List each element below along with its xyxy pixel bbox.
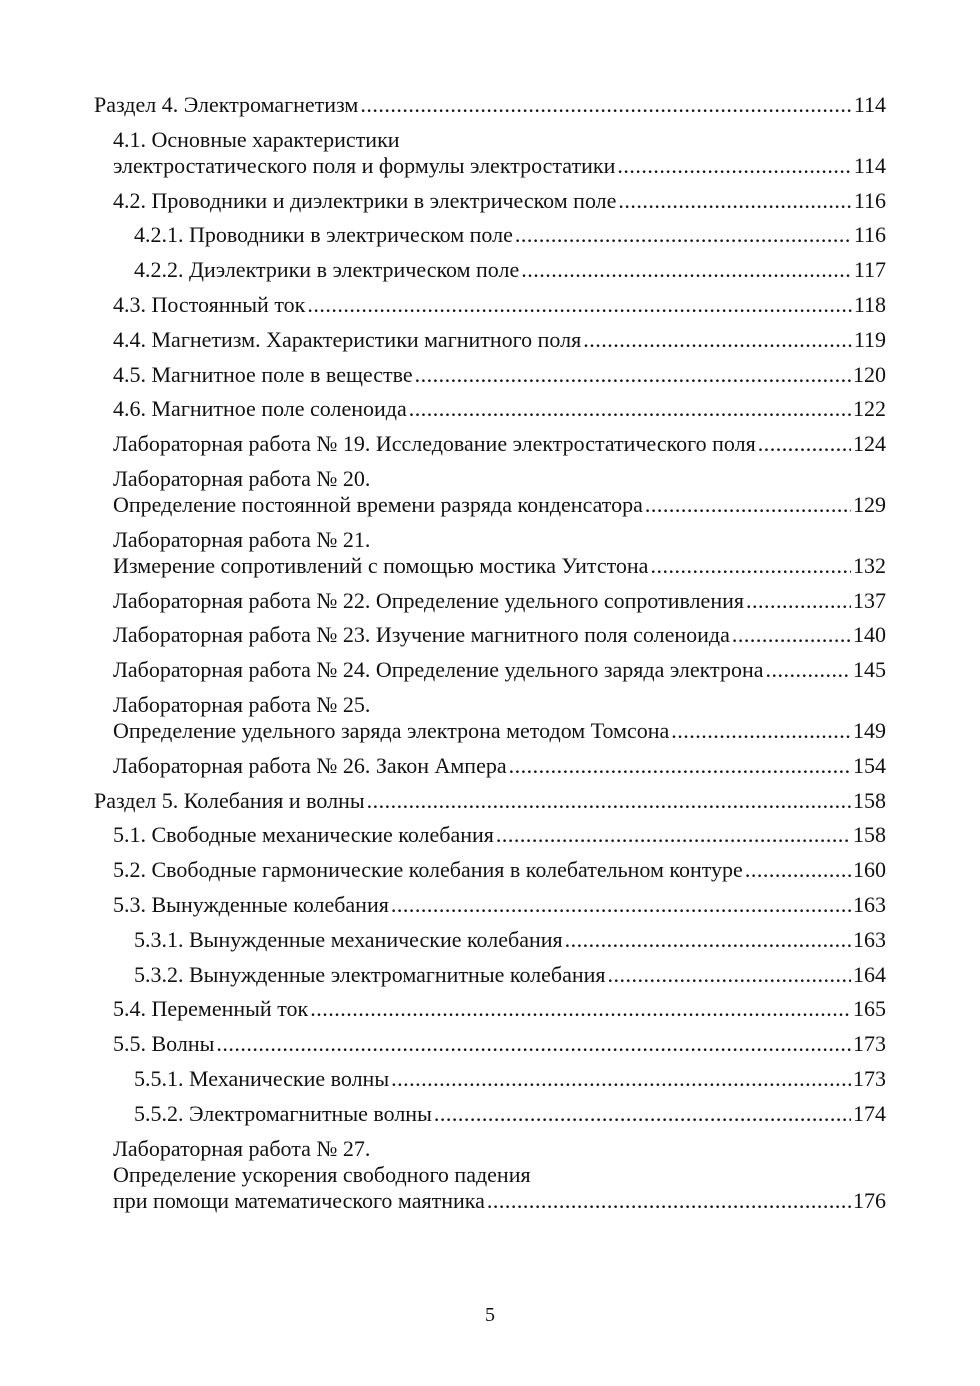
- toc-entry-line: [113, 892, 886, 918]
- toc-entry[interactable]: [94, 857, 886, 883]
- dot-leader: [618, 188, 851, 214]
- toc-entry[interactable]: [94, 188, 886, 214]
- toc-entry[interactable]: [94, 657, 886, 683]
- toc-entry-page: 145: [853, 657, 886, 683]
- toc-entry-line: [113, 292, 886, 318]
- toc-entry-line: [113, 588, 886, 614]
- toc-entry-page: 114: [853, 152, 886, 178]
- toc-entry[interactable]: [94, 1031, 886, 1057]
- toc-entry-page: 132: [853, 552, 886, 578]
- toc-entry[interactable]: [94, 292, 886, 318]
- dot-leader: [409, 396, 851, 422]
- dot-leader: [565, 927, 851, 953]
- dot-leader: [367, 788, 851, 814]
- toc-entry-title: Лабораторная работа № 24. Определение удельного заряда электрона: [113, 657, 764, 683]
- toc-entry[interactable]: [94, 1101, 886, 1127]
- toc-entry-line: [113, 718, 886, 744]
- dot-leader: [515, 222, 852, 248]
- dot-leader: [509, 753, 851, 779]
- toc-entry-title: 4.2.2. Диэлектрики в электрическом поле: [134, 257, 520, 283]
- toc-entry-title: 4.2. Проводники и диэлектрики в электрическом поле: [113, 187, 617, 213]
- toc-entry-title: при помощи математического маятника: [113, 1187, 485, 1213]
- toc-entry-title-line: Лабораторная работа № 25.: [113, 691, 371, 717]
- toc-entry-line: [113, 753, 886, 779]
- toc-entry-title: 5.5.1. Механические волны: [134, 1065, 390, 1091]
- toc-entry-page: 124: [853, 431, 886, 457]
- toc-entry-page: 165: [853, 996, 886, 1022]
- toc-entry-line: [113, 996, 886, 1022]
- dot-leader: [765, 657, 851, 683]
- toc-entry-line: [113, 622, 886, 648]
- toc-entry-title: 5.2. Свободные гармонические колебания в колебательном контуре: [113, 857, 743, 883]
- toc-entry-line: [113, 822, 886, 848]
- toc-entry-page: 149: [853, 717, 886, 743]
- toc-entry-page: 173: [853, 1031, 886, 1057]
- toc-entry-title: 4.5. Магнитное поле в веществе: [113, 361, 413, 387]
- dot-leader: [310, 996, 851, 1022]
- toc-entry-title: Лабораторная работа № 19. Исследование электростатического поля: [113, 431, 756, 457]
- dot-leader: [307, 292, 851, 318]
- toc-entry-page: 114: [853, 92, 886, 117]
- toc-entry-page: 118: [853, 291, 886, 317]
- toc-entry-line: [113, 431, 886, 457]
- toc-entry[interactable]: [94, 927, 886, 953]
- toc-entry-page: 120: [853, 361, 886, 387]
- toc-entry-title: 5.5. Волны: [113, 1031, 215, 1057]
- dot-leader: [487, 1188, 851, 1214]
- toc-entry-title: Определение удельного заряда электрона методом Томсона: [113, 717, 670, 743]
- dot-leader: [216, 1031, 851, 1057]
- toc-entry-title: 5.3. Вынужденные колебания: [113, 891, 389, 917]
- toc-entry-line: [113, 327, 886, 353]
- toc-entry-title: 5.1. Свободные механические колебания: [113, 822, 494, 848]
- toc-entry[interactable]: [94, 1066, 886, 1092]
- toc-entry-title: 4.4. Магнетизм. Характеристики магнитного поля: [113, 326, 582, 352]
- toc-entry-line: [113, 857, 886, 883]
- toc-entry-title: 4.3. Постоянный ток: [113, 291, 306, 317]
- toc-entry-page: 160: [853, 857, 886, 883]
- toc-entry-line: [94, 92, 886, 118]
- toc-entry-title-line: Лабораторная работа № 20.: [113, 465, 371, 491]
- toc-entry[interactable]: [94, 892, 886, 918]
- dot-leader: [391, 892, 851, 918]
- toc-entry-line: [113, 1031, 886, 1057]
- toc-entry-title-line: Лабораторная работа № 27.: [113, 1135, 371, 1161]
- toc-entry-page: 116: [853, 187, 886, 213]
- dot-leader: [617, 153, 851, 179]
- toc-entry[interactable]: [94, 127, 886, 179]
- toc-entry-page: 137: [853, 587, 886, 613]
- toc-entry[interactable]: [94, 788, 886, 814]
- toc-entry-title: Лабораторная работа № 26. Закон Ампера: [113, 752, 507, 778]
- toc-entry-line: [113, 657, 886, 683]
- toc-entry-line: [113, 492, 886, 518]
- toc-entry-line: [113, 362, 886, 388]
- toc-entry-line: [134, 1101, 886, 1127]
- toc-entry-line: [134, 257, 886, 283]
- toc-entry[interactable]: [94, 822, 886, 848]
- toc-entry[interactable]: [94, 396, 886, 422]
- toc-entry-title: электростатического поля и формулы электростатики: [113, 152, 616, 178]
- toc-entry-line: [113, 188, 886, 214]
- toc-entry-line: [134, 962, 886, 988]
- dot-leader: [583, 327, 852, 353]
- dot-leader: [671, 718, 851, 744]
- toc-entry-title-line: Определение ускорения свободного падения: [113, 1161, 531, 1187]
- toc-entry-title: Лабораторная работа № 23. Изучение магнитного поля соленоида: [113, 622, 730, 648]
- toc-entry-page: 158: [853, 787, 886, 813]
- toc-entry-page: 119: [853, 326, 886, 352]
- toc-entry-line: [113, 1188, 886, 1214]
- toc-entry-line: [134, 222, 886, 248]
- toc-entry-title: Лабораторная работа № 22. Определение удельного сопротивления: [113, 587, 744, 613]
- page-number: 5: [485, 1304, 495, 1326]
- toc-entry[interactable]: [94, 753, 886, 779]
- toc-entry-page: 154: [853, 752, 886, 778]
- dot-leader: [496, 822, 851, 848]
- dot-leader: [650, 553, 851, 579]
- dot-leader: [645, 492, 851, 518]
- toc-entry-page: 140: [853, 622, 886, 648]
- toc-entry-title-line: 4.1. Основные характеристики: [113, 126, 400, 152]
- toc-entry-title: 4.6. Магнитное поле соленоида: [113, 396, 407, 422]
- toc-entry-title-line: Лабораторная работа № 21.: [113, 526, 371, 552]
- toc-entry-title: Определение постоянной времени разряда конденсатора: [113, 491, 643, 517]
- toc-entry-page: 158: [853, 822, 886, 848]
- dot-leader: [521, 257, 852, 283]
- toc-entry-page: 163: [853, 926, 886, 952]
- dot-leader: [608, 962, 851, 988]
- toc-entry-title: 5.4. Переменный ток: [113, 996, 309, 1022]
- toc-entry[interactable]: [94, 692, 886, 744]
- toc-entry-page: 164: [853, 961, 886, 987]
- toc-entry[interactable]: [94, 466, 886, 518]
- toc-entry[interactable]: [94, 327, 886, 353]
- toc-entry-title: 5.3.1. Вынужденные механические колебания: [134, 926, 563, 952]
- dot-leader: [415, 362, 851, 388]
- dot-leader: [732, 622, 851, 648]
- dot-leader: [745, 857, 851, 883]
- toc-entry[interactable]: [94, 222, 886, 248]
- toc-entry-page: 174: [853, 1100, 886, 1126]
- dot-leader: [746, 588, 851, 614]
- toc-entry-line: [113, 553, 886, 579]
- toc-entry-page: 173: [853, 1065, 886, 1091]
- table-of-contents: [94, 92, 886, 1214]
- dot-leader: [758, 431, 851, 457]
- toc-entry-line: [134, 1066, 886, 1092]
- toc-entry-page: 129: [853, 491, 886, 517]
- toc-entry-page: 122: [853, 396, 886, 422]
- toc-entry-page: 163: [853, 891, 886, 917]
- toc-entry-title: Раздел 5. Колебания и волны: [94, 787, 365, 813]
- toc-entry[interactable]: [94, 588, 886, 614]
- toc-entry-line: [94, 788, 886, 814]
- toc-entry[interactable]: [94, 257, 886, 283]
- toc-entry-title: 5.3.2. Вынужденные электромагнитные колебания: [134, 961, 606, 987]
- toc-entry-page: 116: [853, 222, 886, 248]
- toc-entry[interactable]: [94, 362, 886, 388]
- toc-entry-page: 176: [853, 1187, 886, 1213]
- toc-entry-title: Раздел 4. Электромагнетизм: [94, 92, 359, 117]
- toc-entry-title: 4.2.1. Проводники в электрическом поле: [134, 222, 513, 248]
- toc-entry[interactable]: [94, 431, 886, 457]
- toc-entry[interactable]: [94, 962, 886, 988]
- toc-entry[interactable]: [94, 1136, 886, 1214]
- dot-leader: [391, 1066, 851, 1092]
- toc-entry-line: [113, 153, 886, 179]
- toc-entry[interactable]: [94, 622, 886, 648]
- toc-entry[interactable]: [94, 996, 886, 1022]
- toc-entry-line: [113, 396, 886, 422]
- toc-entry[interactable]: [94, 92, 886, 118]
- toc-entry[interactable]: [94, 527, 886, 579]
- dot-leader: [360, 92, 851, 118]
- toc-entry-title: Измерение сопротивлений с помощью мостика Уитстона: [113, 552, 649, 578]
- toc-entry-page: 117: [853, 257, 886, 283]
- dot-leader: [434, 1101, 851, 1127]
- toc-entry-title: 5.5.2. Электромагнитные волны: [134, 1100, 432, 1126]
- toc-entry-line: [134, 927, 886, 953]
